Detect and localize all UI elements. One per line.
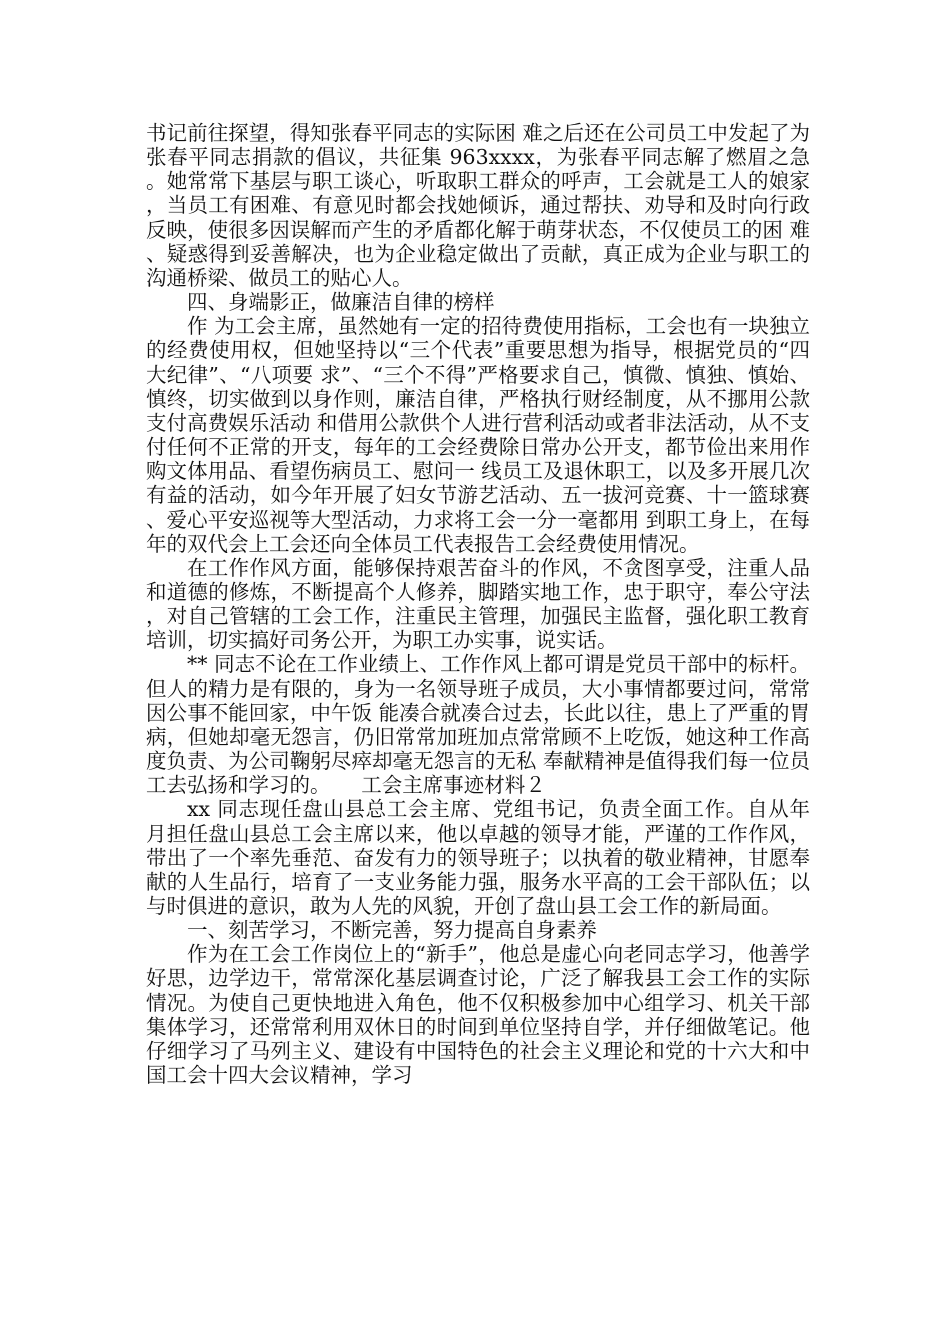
paragraph-integrity: 作 为工会主席，虽然她有一定的招待费使用指标，工会也有一块独立的经费使用权，但她坚持以“三个代表”重要思想为指导，根据党员的“四大纪律”、“八项要 求”、“三个不得”严格要求自己，慎微、慎独、慎始、慎终，切实做到以身作则，廉洁自律，严格执行财经制度，从不挪用公款支付高费娱乐活动 和借用公款供个人进行营利活动或者非法活动，从不支付任何不正常的开支，每年的工会经费除日常办公开支，都节俭出来用作购文体用品、看望伤病员工、慰问一 线员工及退休职工，以及多开展几次有益的活动，如今年开展了妇女节游艺活动、五一拔河竞赛、十一篮球赛、爱心平安巡视等大型活动，力求将工会一分一毫都用 到职工身上，在每年的双代会上工会还向全体员工代表报告工会经费使用情况。 — [146, 314, 810, 556]
document-body — [146, 121, 810, 1087]
paragraph-study: 作为在工会工作岗位上的“新手”，他总是虚心向老同志学习，他善学好思，边学边干，常常深化基层调查讨论，广泛了解我县工会工作的实际情况。为使自己更快地进入角色，他不仅积极参加中心组学习、机关干部集体学习，还常常利用双休日的时间到单位坚持自学，并仔细做笔记。他仔细学习了马列主义、建设有中国特色的社会主义理论和党的十六大和中国工会十四大会议精神，学习 — [146, 942, 810, 1088]
paragraph-continuation: 书记前往探望，得知张春平同志的实际困 难之后还在公司员工中发起了为张春平同志捐款的倡议，共征集 963xxxx，为张春平同志解了燃眉之急。她常常下基层与职工谈心，听取职工群众的呼声，工会就是工人的娘家，当员工有困难、有意见时都会找她倾诉，通过帮扶、劝导和及时向行政反映，使很多因误解而产生的矛盾都化解于萌芽状态，不仅使员工的困 难、疑惑得到妥善解决，也为企业稳定做出了贡献，真正成为企业与职工的沟通桥梁、做员工的贴心人。 — [146, 121, 810, 290]
paragraph-xx-intro: xx 同志现任盘山县总工会主席、党组书记，负责全面工作。自从年月担任盘山县总工会主席以来，他以卓越的领导才能，严谨的工作作风，带出了一个率先垂范、奋发有力的领导班子；以执着的敬业精神，甘愿奉献的人生品行，培育了一支业务能力强，服务水平高的工会干部队伍；以与时俱进的意识，敢为人先的风貌，开创了盘山县工会工作的新局面。 — [146, 797, 810, 918]
paragraph-work-style: 在工作作风方面，能够保持艰苦奋斗的作风，不贪图享受，注重人品和道德的修炼，不断提高个人修养，脚踏实地工作，忠于职守，奉公守法，对自己管辖的工会工作，注重民主管理，加强民主监督，强化职工教育培训，切实搞好司务公开，为职工办实事，说实话。 — [146, 555, 810, 653]
section-heading-4: 四、身端影正，做廉洁自律的榜样 — [187, 290, 495, 315]
paragraph-summary: ** 同志不论在工作业绩上、工作作风上都可谓是党员干部中的标杆。但人的精力是有限的，身为一名领导班子成员，大小事情都要过问，常常因公事不能回家，中午饭 能凑合就凑合过去，长此以往，患上了严重的胃病，但她却毫无怨言，仍旧常常加班加点常常顾不上吃饭，她这种工作高度负责、为公司鞠躬尽瘁却毫无怨言的无私 奉献精神是值得我们每一位员工去弘扬和学习的。 工会主席事迹材料２ — [146, 652, 810, 798]
section-heading-1: 一、刻苦学习，不断完善，努力提高自身素养 — [187, 918, 597, 943]
